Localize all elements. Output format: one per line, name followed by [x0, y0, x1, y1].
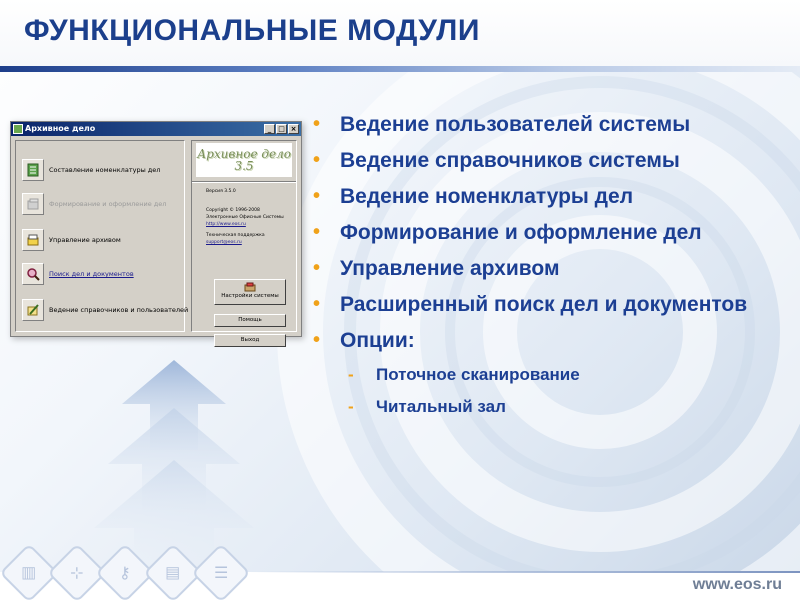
- bullet-list: [312, 112, 782, 428]
- key-icon: ⚷: [95, 543, 154, 600]
- bullet-item: • Управление архивом: [313, 257, 560, 280]
- menu-item-label: Ведение справочников и пользователей: [49, 306, 189, 314]
- settings-button[interactable]: [214, 279, 286, 305]
- menu-item-search[interactable]: [22, 263, 134, 285]
- up-arrows-decoration: [94, 360, 254, 560]
- menu-item-directories[interactable]: [22, 299, 188, 321]
- close-button[interactable]: ×: [288, 124, 299, 134]
- app-titlebar: [11, 122, 301, 136]
- support-label: Техническая поддержка: [206, 233, 265, 238]
- maximize-button[interactable]: □: [276, 124, 287, 134]
- bullet-marker: •: [313, 221, 321, 243]
- list-icon: ☰: [191, 543, 250, 600]
- exit-button[interactable]: Выход: [214, 334, 286, 347]
- hierarchy-icon: ⊹: [47, 543, 106, 600]
- app-window-screenshot: [10, 121, 302, 343]
- chart-icon: ▥: [0, 543, 59, 600]
- menu-item-archive[interactable]: [22, 229, 121, 251]
- app-menu-panel: [15, 140, 189, 332]
- menu-item-label: Формирование и оформление дел: [49, 200, 167, 208]
- title-rule: [0, 66, 800, 72]
- pencil-book-icon: [22, 299, 44, 321]
- divider: [192, 181, 296, 183]
- bullet-marker: •: [313, 185, 321, 207]
- bullet-marker: •: [313, 329, 321, 351]
- copyright-text: Copyright © 1996-2008: [206, 208, 260, 213]
- help-button[interactable]: Помощь: [214, 314, 286, 327]
- menu-item-label: Поиск дел и документов: [49, 270, 134, 278]
- folder-icon: [22, 193, 44, 215]
- archive-icon: [22, 229, 44, 251]
- product-logo-text: Архивное дело 3.5: [197, 147, 291, 173]
- menu-item-label: Управление архивом: [49, 236, 121, 244]
- footer-url[interactable]: www.eos.ru: [692, 576, 782, 593]
- ledger-icon: [22, 159, 44, 181]
- bullet-item: • Ведение номенклатуры дел: [313, 185, 634, 208]
- bullet-marker: •: [313, 293, 321, 315]
- bullet-item: • Ведение справочников системы: [313, 149, 680, 172]
- minimize-button[interactable]: _: [264, 124, 275, 134]
- app-info-panel: [191, 140, 297, 343]
- sub-bullet-marker: -: [348, 365, 354, 384]
- footer-line: [250, 571, 800, 573]
- bullet-item: • Опции:: [313, 329, 415, 352]
- magnifier-icon: [22, 263, 44, 285]
- menu-item-label: Составление номенклатуры дел: [49, 166, 161, 174]
- bullet-item: • Формирование и оформление дел: [313, 221, 702, 244]
- version-text: Версия 3.5.0: [206, 189, 236, 194]
- product-logo: [196, 143, 292, 177]
- bullet-marker: •: [313, 257, 321, 279]
- support-email-link[interactable]: support@eos.ru: [206, 240, 242, 245]
- app-logo-icon: [13, 124, 23, 134]
- sub-bullet-item: - Читальный зал: [348, 397, 506, 416]
- website-link[interactable]: http://www.eos.ru: [206, 222, 246, 227]
- app-window-title: Архивное дело: [25, 124, 96, 133]
- bullet-marker: •: [313, 113, 321, 135]
- document-icon: ▤: [143, 543, 202, 600]
- sub-bullet-marker: -: [348, 397, 354, 416]
- bullet-marker: •: [313, 149, 321, 171]
- settings-button-label: Настройки системы: [221, 293, 279, 299]
- bullet-item: • Ведение пользователей системы: [313, 113, 691, 136]
- slide-title: ФУНКЦИОНАЛЬНЫЕ МОДУЛИ: [24, 14, 480, 47]
- menu-item-formation[interactable]: [22, 193, 166, 215]
- menu-item-nomenclature[interactable]: [22, 159, 160, 181]
- tools-icon: [244, 282, 256, 292]
- bullet-item: • Расширенный поиск дел и документов: [313, 293, 748, 316]
- company-text: Электронные Офисные Системы: [206, 215, 284, 220]
- footer-icon-row: [8, 552, 242, 594]
- sub-bullet-item: - Поточное сканирование: [348, 365, 580, 384]
